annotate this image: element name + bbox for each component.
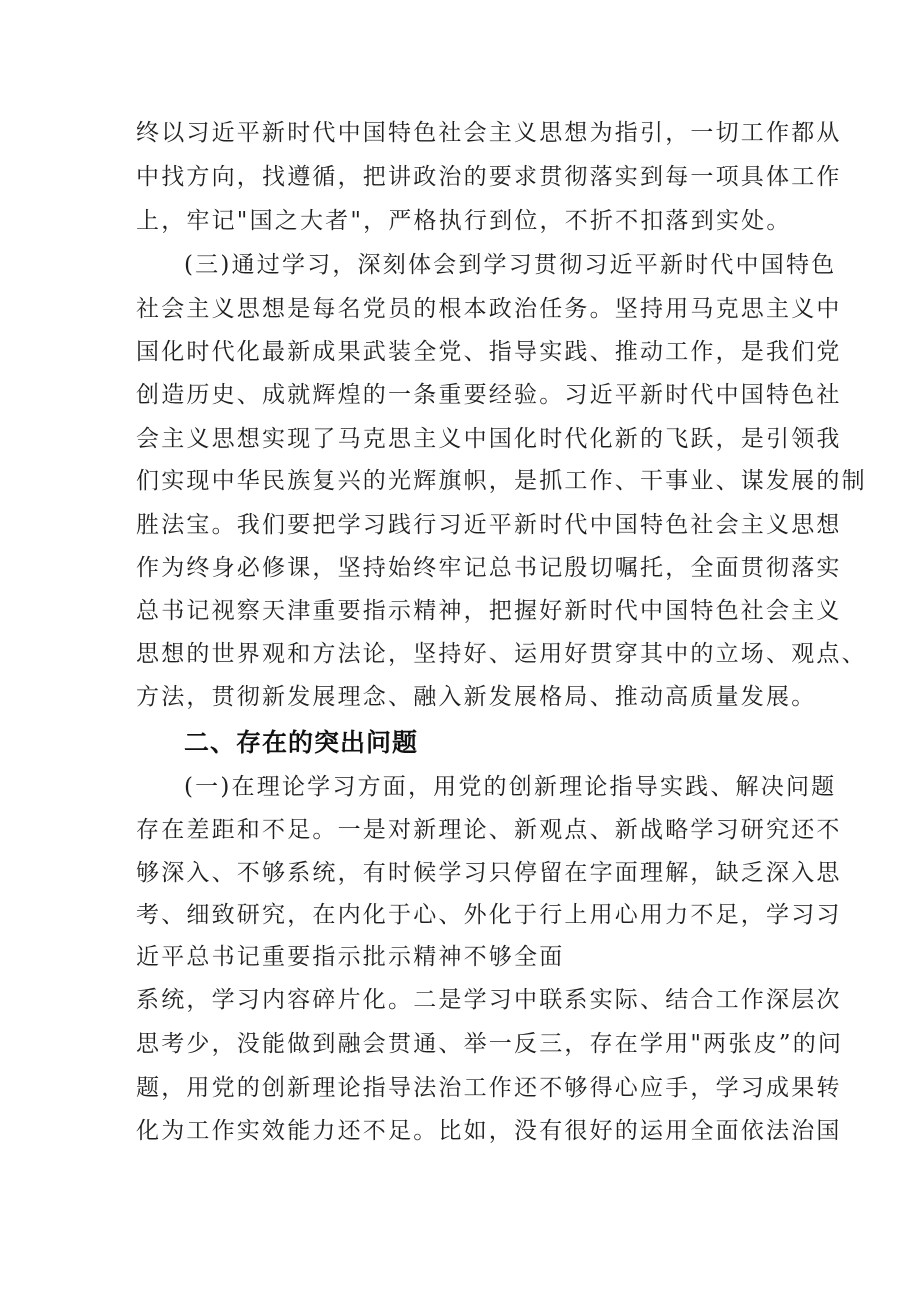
paragraph-2-line-8: 作为终身必修课，坚持始终牢记总书记殷切嘱托，全面贯彻落实 [136,555,842,581]
paragraph-2-line-11: 方法，贯彻新发展理念、融入新发展格局、推动高质量发展。 [136,684,817,710]
paragraph-2-line-7: 胜法宝。我们要把学习践行习近平新时代中国特色社会主义思想 [136,512,842,538]
paragraph-3-line-7: 思考少，没能做到融会贯通、举一反三，存在学用"两张皮”的问 [136,1031,844,1057]
paragraph-1-line-2: 中找方向，找遵循，把讲政治的要求贯彻落实到每一项具体工作 [136,164,842,190]
section-heading: 二、存在的突出问题 [184,728,419,757]
paragraph-2-line-4: 创造历史、成就辉煌的一条重要经验。习近平新时代中国特色社 [136,382,842,408]
paragraph-2-line-9: 总书记视察天津重要指示精神，把握好新时代中国特色社会主义 [136,598,842,624]
paragraph-2-line-6: 们实现中华民族复兴的光辉旗帜，是抓工作、干事业、谋发展的制 [136,468,867,494]
paragraph-3-line-2: 存在差距和不足。一是对新理论、新观点、新战略学习研究还不 [136,817,842,843]
paragraph-2-line-1: (三)通过学习，深刻体会到学习贯彻习近平新时代中国特色 [184,252,837,278]
paragraph-3-line-1: (一)在理论学习方面，用党的创新理论指导实践、解决问题 [184,774,837,800]
paragraph-1-line-1: 终以习近平新时代中国特色社会主义思想为指引，一切工作都从 [136,120,842,146]
paragraph-3-line-4: 考、细致研究，在内化于心、外化于行上用心用力不足，学习习 [136,902,842,928]
paragraph-1-line-3: 上，牢记"国之大者"，严格执行到位，不折不扣落到实处。 [136,208,792,234]
paragraph-3-line-6: 系统，学习内容碎片化。二是学习中联系实际、结合工作深层次 [136,987,842,1013]
paragraph-3-line-9: 化为工作实效能力还不足。比如，没有很好的运用全面依法治国 [136,1118,842,1144]
paragraph-3-line-3: 够深入、不够系统，有时候学习只停留在字面理解，缺乏深入思 [136,860,842,886]
paragraph-3-line-8: 题，用党的创新理论指导法治工作还不够得心应手，学习成果转 [136,1075,842,1101]
paragraph-2-line-3: 国化时代化最新成果武装全党、指导实践、推动工作，是我们党 [136,339,842,365]
paragraph-3-line-5: 近平总书记重要指示批示精神不够全面 [136,944,565,970]
paragraph-2-line-2: 社会主义思想是每名党员的根本政治任务。坚持用马克思主义中 [136,296,842,322]
paragraph-2-line-10: 思想的世界观和方法论，坚持好、运用好贯穿其中的立场、观点、 [136,641,867,667]
paragraph-2-line-5: 会主义思想实现了马克思主义中国化时代化新的飞跃，是引领我 [136,426,842,452]
